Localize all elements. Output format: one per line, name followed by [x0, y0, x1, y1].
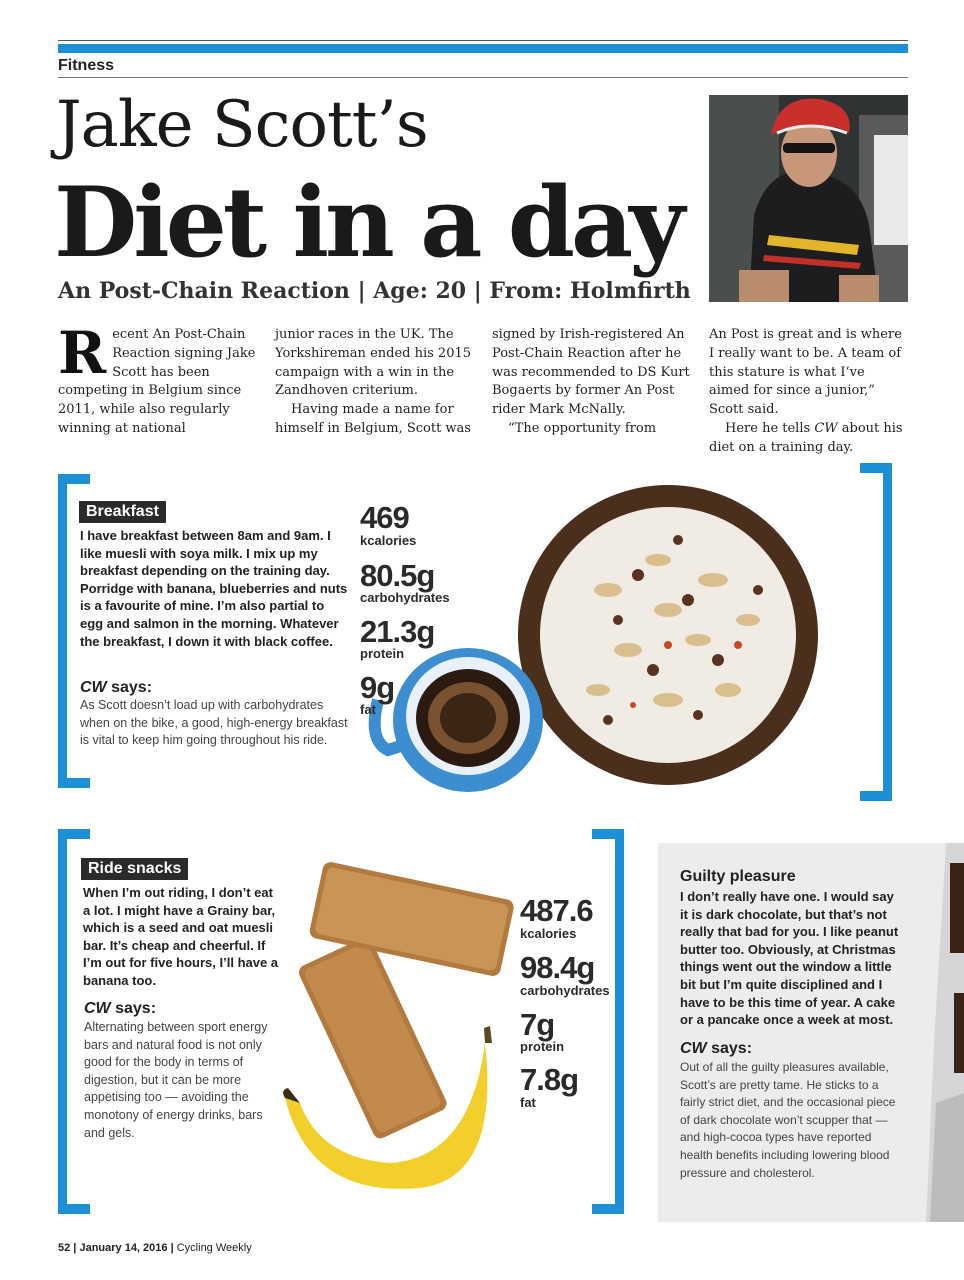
breakfast-stat-value: 21.3g [360, 614, 435, 649]
breakfast-cw-text: As Scott doesn’t load up with carbohydrates when on the bike, a good, high-energy breakfast is vital to keep him going throughout his ride. [80, 698, 348, 748]
guilty-cw-text: Out of all the guilty pleasures available, Scott’s are pretty tame. He sticks to a fairly strict diet, and the occasional piece of dark chocolate won’t scupper that — and high-cocoa types have reported health benefits including lowering blood pressure and cholesterol. [680, 1060, 896, 1180]
breakfast-stat-unit: carbohydrates [360, 590, 450, 605]
guilty-says-label: says: [711, 1040, 753, 1057]
top-rule [58, 40, 908, 41]
rider-photo [709, 95, 908, 302]
snacks-stat-value: 7g [520, 1007, 555, 1042]
snacks-cw-says [84, 1000, 156, 1018]
intro-text-4b-post: about his diet on a training day. [709, 420, 903, 455]
intro-text-3a: signed by Irish-registered An Post-Chain Reaction after he was recommended to DS Kurt Bogaerts by former An Post rider Mark McNally. [492, 327, 690, 418]
intro-text-4b-cw: CW [814, 420, 838, 436]
snacks-cw-text: Alternating between sport energy bars and natural food is not only good for the body in terms of digestion, but it can be more appetising too — avoiding the monotony of energy drinks, bars and gels. [84, 1020, 268, 1140]
snacks-photo [270, 858, 530, 1208]
breakfast-photo [368, 480, 838, 800]
breakfast-heading: Breakfast [79, 501, 166, 523]
guilty-heading: Guilty pleasure [680, 868, 796, 885]
intro-column-4 [709, 326, 909, 458]
snacks-text: When I’m out riding, I don’t eat a lot. I might have a Grainy bar, which is a seed and oat muesli bar. It’s cheap and cheerful. If I’m out for five hours, I’ll have a banana too. [83, 885, 279, 988]
publication-name: Cycling Weekly [176, 1242, 252, 1254]
page-number: 52 [58, 1242, 71, 1254]
guilty-text: I don’t really have one. I would say it is dark chocolate, but that’s not really that bad for you. I like peanut butter too. Obviously, at Christmas things went out the window a little bit but I’m quite disciplined and I have to be this time of year. A cake or a pancake once a week at most. [680, 889, 899, 1028]
standfirst: An Post-Chain Reaction | Age: 20 | From: Holmfirth [58, 278, 691, 304]
intro-text-1: ecent An Post-Chain Reaction signing Jake Scott has been competing in Belgium since 2011, while also regularly winning at national [58, 327, 256, 436]
section-label: Fitness [58, 57, 115, 74]
breakfast-cw-label: CW [80, 679, 107, 696]
intro-text-2a: junior races in the UK. The Yorkshireman ended his 2015 campaign with a win in the Zandhoven criterium. [275, 327, 472, 399]
headline-main: Diet in a day [54, 166, 681, 279]
intro-text-4b-pre: Here he tells [725, 420, 815, 436]
top-accent-bar [58, 44, 908, 53]
chocolate-photo [906, 843, 964, 1222]
snacks-says-label: says: [115, 1000, 157, 1017]
intro-column-3 [492, 326, 692, 439]
breakfast-stat-value: 80.5g [360, 558, 435, 593]
snacks-heading: Ride snacks [81, 858, 188, 880]
issue-date: January 14, 2016 [79, 1242, 168, 1254]
breakfast-stat-value: 469 [360, 500, 409, 535]
intro-text-4a: An Post is great and is where I really want to be. A team of this stature is what I’ve aimed for since a junior,” Scott said. [709, 327, 902, 418]
breakfast-stat-unit: protein [360, 646, 405, 661]
breakfast-says-label: says: [111, 679, 153, 696]
guilty-cw-says [680, 1040, 752, 1058]
intro-text-3b: “The opportunity from [508, 420, 657, 436]
guilty-cw-label: CW [680, 1040, 707, 1057]
intro-column-2 [275, 326, 475, 439]
drop-cap: R [58, 319, 107, 387]
intro-text-2b: Having made a name for himself in Belgium, Scott was [275, 402, 471, 436]
breakfast-text: I have breakfast between 8am and 9am. I like muesli with soya milk. I mix up my breakfast depending on the training day. Porridge with banana, blueberries and nuts is a favourite of mine. I’m also partial to egg and salmon in the morning. Whatever the breakfast, I down it with black coffee. [80, 528, 348, 649]
breakfast-stat-value: 9g [360, 670, 395, 705]
snacks-bracket-right [592, 829, 624, 1214]
snacks-stat-value: 487.6 [520, 893, 593, 928]
snacks-stat-unit: kcalories [520, 926, 577, 941]
headline-name: Jake Scott’s [56, 88, 428, 162]
snacks-stat-value: 7.8g [520, 1062, 579, 1097]
breakfast-stat-unit: kcalories [360, 533, 417, 548]
intro-text-4b [709, 420, 909, 458]
intro-column-1 [58, 319, 258, 439]
breakfast-bracket-right [860, 463, 892, 801]
page-footer: 52 | January 14, 2016 | Cycling Weekly [58, 1242, 252, 1254]
snacks-stat-unit: carbohydrates [520, 983, 610, 998]
breakfast-stat-unit: fat [360, 702, 376, 717]
snacks-stat-unit: protein [520, 1039, 565, 1054]
snacks-stat-value: 98.4g [520, 950, 595, 985]
snacks-stat-unit: fat [520, 1095, 536, 1110]
breakfast-cw-says [80, 679, 152, 697]
section-rule [58, 77, 908, 78]
snacks-cw-label: CW [84, 1000, 111, 1017]
